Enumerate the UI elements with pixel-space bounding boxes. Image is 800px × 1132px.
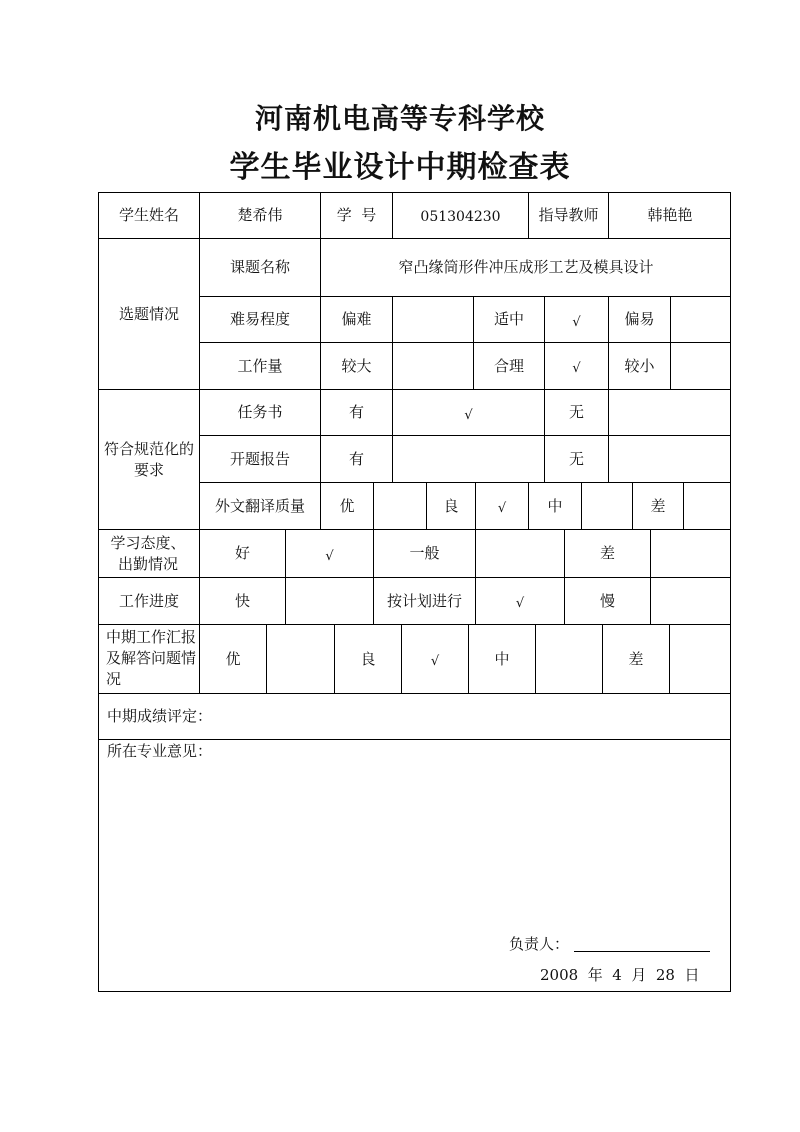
signature-line: [574, 951, 710, 952]
translation-option-excellent: 优: [339, 496, 355, 515]
difficulty-option-moderate: 适中: [493, 310, 524, 328]
difficulty-check-mark: √: [572, 314, 581, 330]
task-book-yes: 有: [348, 403, 364, 421]
attitude-check-mark: √: [325, 548, 334, 564]
workload-option-light: 较小: [624, 356, 655, 375]
row-divider: [98, 693, 731, 694]
progress-option-fast: 快: [234, 591, 250, 610]
difficulty-label: 难易程度: [229, 310, 290, 328]
col-divider: [670, 296, 671, 389]
row-divider: [98, 739, 731, 740]
school-name: 河南机电高等专科学校: [254, 102, 545, 135]
progress-option-slow: 慢: [599, 591, 615, 610]
progress-option-on-plan: 按计划进行: [386, 591, 462, 610]
report-option-excellent: 优: [225, 649, 241, 668]
col-divider: [535, 624, 536, 693]
proposal-label: 开题报告: [229, 449, 290, 468]
translation-option-poor: 差: [650, 496, 666, 515]
form-title: 学生毕业设计中期检查表: [229, 150, 571, 185]
col-divider: [266, 624, 267, 693]
report-option-poor: 差: [628, 649, 644, 668]
evaluation-label: 中期成绩评定：: [107, 707, 213, 725]
difficulty-option-easy: 偏易: [624, 310, 655, 328]
topic-title-label: 课题名称: [229, 258, 290, 276]
attitude-option-good: 好: [234, 544, 250, 562]
workload-option-heavy: 较大: [341, 356, 372, 375]
workload-check-mark: √: [572, 361, 581, 376]
col-divider: [608, 389, 609, 482]
translation-check-mark: √: [497, 501, 507, 516]
col-divider: [683, 482, 684, 529]
student-name: 楚希伟: [237, 206, 283, 224]
col-divider: [581, 482, 582, 529]
progress-label: 工作进度: [118, 591, 179, 610]
task-book-check-mark: √: [464, 407, 473, 423]
signature-date: 2008 年 4 月 28 日: [540, 966, 700, 984]
col-divider: [373, 482, 374, 529]
student-id-label: 学 号: [336, 206, 377, 224]
task-book-no: 无: [568, 403, 584, 421]
translation-option-good: 良: [443, 496, 459, 515]
signer-label: 负责人：: [509, 935, 570, 953]
attitude-option-fair: 一般: [409, 544, 440, 562]
report-option-good: 良: [360, 649, 376, 668]
report-option-average: 中: [494, 649, 510, 668]
student-id: 051304230: [420, 209, 501, 225]
report-label: 中期工作汇报及解答问题情况: [106, 628, 197, 688]
proposal-no: 无: [568, 449, 584, 468]
workload-option-reasonable: 合理: [493, 356, 524, 375]
translation-label: 外文翻译质量: [214, 496, 305, 515]
topic-section-label: 选题情况: [118, 304, 179, 323]
report-check-mark: √: [430, 654, 440, 669]
col-divider: [392, 296, 393, 389]
student-name-label: 学生姓名: [118, 206, 179, 224]
col-divider: [669, 624, 670, 693]
advisor-name: 韩艳艳: [647, 206, 693, 224]
workload-label: 工作量: [237, 356, 283, 375]
difficulty-option-hard: 偏难: [341, 310, 372, 328]
opinion-label: 所在专业意见：: [107, 742, 213, 760]
progress-check-mark: √: [515, 596, 525, 611]
translation-option-average: 中: [547, 496, 563, 515]
attitude-option-poor: 差: [599, 544, 615, 562]
col-divider: [650, 529, 651, 624]
task-book-label: 任务书: [237, 403, 283, 421]
advisor-label: 指导教师: [538, 206, 599, 224]
attitude-label: 学习态度、出勤情况: [110, 533, 186, 573]
norms-section-label: 符合规范化的要求: [104, 439, 195, 479]
topic-title: 窄凸缘筒形件冲压成形工艺及模具设计: [398, 258, 654, 276]
proposal-yes: 有: [348, 449, 364, 468]
